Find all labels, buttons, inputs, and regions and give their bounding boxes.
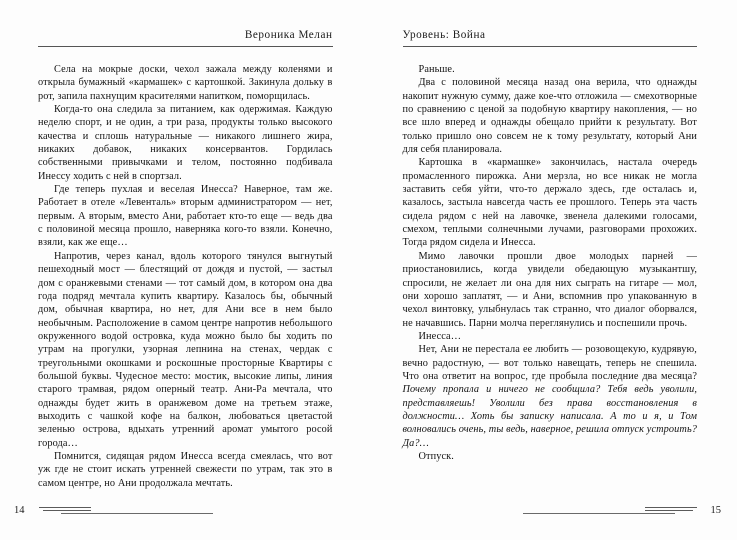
paragraph: Помнится, сидящая рядом Инесса всегда смеялась, что вот уж где не стоит искать утренней свежести по утрам, так это в самом центре, но Ани продолжала мечтать. [38,450,333,489]
right-running-head [403,28,698,54]
running-head-rule [38,46,333,47]
running-head-rule [403,46,698,47]
paragraph: Когда-то она следила за питанием, как одержимая. Каждую неделю спорт, и не один, а три раза, продукты только высокого качества и сплошь натуральные — никакого лишнего жира, никаких добавок, никаких консервантов. Гордилась собственными привычками и телом, постоянно подбивала Инессу ходить с ней в спортзал. [38,104,333,182]
paragraph: Раньше. [418,64,455,75]
paragraph: Два с половиной месяца назад она верила, что однажды накопит нужную сумму, даже кое-что отложила — смехотворные по сравнению с ценой за подобную квартиру накопления, — но все шло вперед и однажды обещало прийти к результату. Вот только пришло оно совсем не к тому результату, который Ани для себя планировала. [402,77,697,156]
running-head-author: Вероника Мелан [244,29,333,41]
paragraph: Инесса… [418,330,462,342]
footer-ornament [31,504,333,518]
paragraph: Села на мокрые доски, чехол зажала между коленями и открыла бумажный «кармашек» с картошкой. Закинула дольку в рот, запила пахнущим красителями напитком, поморщилась. [38,64,333,102]
left-running-head [38,28,333,54]
right-page-body [403,63,698,463]
footer-ornament [403,504,705,518]
paragraph: Картошка в «кармашке» закончилась, настала очередь промасленного пирожка. Ани мерзла, но все никак не могла заставить себя уйти, что-то держало здесь, где осталась и, казалось, застыла навсегда часть ее прошлого. Теперь эта часть сидела рядом с ней на лавочке, звенела далекими голосами, смехом, теплыми солнечными лучами, разговорами прохожих. Тогда рядом сидела и Инесса. [402,157,697,249]
right-page-footer [369,500,737,522]
page-number: 15 [710,505,721,516]
left-page-footer [0,500,369,522]
paragraph: Где теперь пухлая и веселая Инесса? Наверное, там же. Работает в отеле «Левенталь» вторым администратором — нет, первым. А вторым, вместо Ани, работает кто-то еще — ведь два с половиной месяца прошло, наверняка кого-то взяли. Конечно, взяли, как же еще… [38,184,333,249]
paragraph: Мимо лавочки прошли двое молодых парней — приостановились, когда увидели обедающую музыкантшу, спросили, не желает ли она для них сыграть на гитаре — мол, они хорошо заплатят, — и Ани, вспомнив про упакованную в чехол винтовку, улыбнулась так странно, что диалог оборвался, не начавшись. Парни молча переглянулись и поспешили прочь. [402,250,697,329]
paragraph-with-italic-quote [403,343,698,450]
paragraph: Напротив, через канал, вдоль которого тянулся выгнутый пешеходный мост — блестящий от дождя и пустой, — застыл дом с оранжевыми стенами — тот самый дом, в котором она два года подряд мечтала купить квартиру. Казалось бы, обычный дом, обычная квартира, но нет, для Ани все в нем было необычным. Расположение в самом центре напротив небольшого окруженного водой островка, куда можно было бы ходить по утрам на прогулки, узорная лепнина на стенах, чердак с треугольными окошками и роскошные просторные Квартиры с большой буквы. Чудесное место: мостик, высокие липы, линия старого трамвая, рядом оперный театр. Ани-Ра мечтала, что однажды будет жить в оранжевом доме на третьем этаже, выходить с чашкой кофе на балкон, любоваться цветастой зеленью острова, вдыхать утренний аромат умытого росой города… [38,250,333,449]
running-head-title: Уровень: Война [402,29,486,41]
left-page-body [38,63,333,490]
right-page [369,0,737,540]
italic-inner-monologue: Почему пропала и ничего не сообщила? Тебя ведь уволили, представляешь! Уволили без права восстановления в должности… Хоть бы записку написала. А то и я, и Том волновались очень, ты ведь, наверное, решила отпуск устроить? Да?… [402,384,697,449]
quote-lead-text: Нет, Ани не перестала ее любить — розовощекую, кудрявую, вечно радостную, — вот только навещать, теперь не спешила. Что она ответит на вопрос, где пробыла последние два месяца? [402,344,697,382]
page-number: 14 [14,505,25,516]
closing-paragraph: Отпуск. [418,450,454,462]
